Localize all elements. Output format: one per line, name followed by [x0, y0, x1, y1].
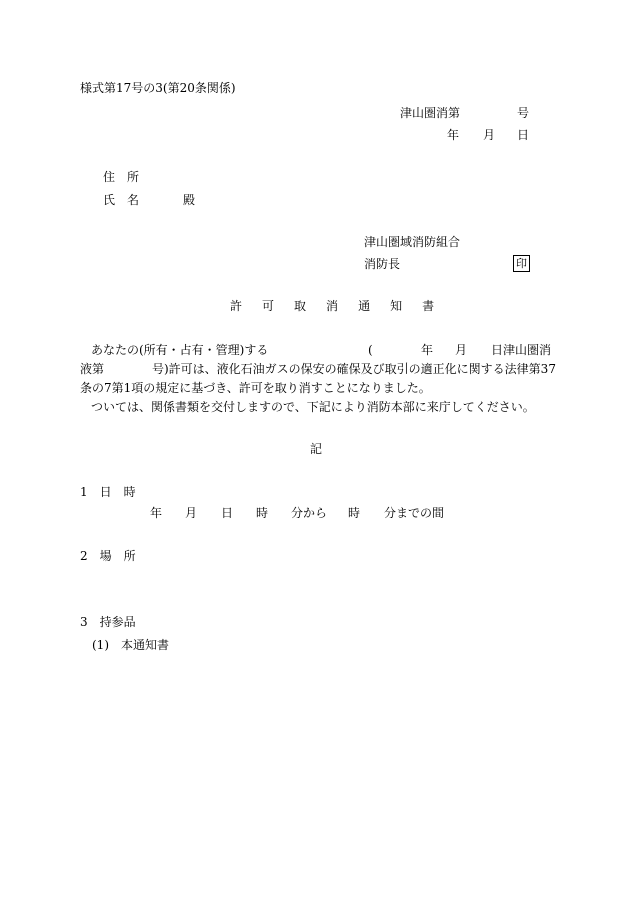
form-label: 様式第17号の3(第20条関係) [80, 81, 236, 95]
doc-number-suffix: 号 [517, 106, 530, 120]
ki-heading: 記 [310, 442, 323, 456]
title-char: 可 [262, 299, 275, 313]
item1-value-from: 分から [291, 506, 328, 520]
item1-value-hour: 時 [256, 506, 269, 520]
body-line1-year: 年 [421, 343, 434, 357]
body-line1-paren: ( [368, 343, 373, 357]
body-line4: ついては、関係書類を交付しますので、下記により消防本部に来庁してください。 [91, 400, 535, 414]
body-line1-day: 日津山圏消 [491, 343, 552, 357]
item1-value-year: 年 [150, 506, 163, 520]
title-char: 知 [390, 299, 403, 313]
issuer-org: 津山圏域消防組合 [364, 235, 461, 249]
date-year: 年 [447, 128, 460, 142]
seal-mark: 印 [513, 255, 530, 272]
item1-value-month: 月 [185, 506, 198, 520]
body-line2-text: 号)許可は、液化石油ガスの保安の確保及び取引の適正化に関する法律第37 [152, 362, 556, 376]
item3-sub: (1) 本通知書 [92, 638, 169, 652]
item3-label: 3 持参品 [80, 615, 136, 629]
doc-number-prefix: 津山圏消第 [400, 106, 461, 120]
body-line1-month: 月 [455, 343, 468, 357]
item1-label: 1 日 時 [80, 485, 136, 499]
body-line1-text: あなたの(所有・占有・管理)する [91, 343, 269, 357]
body-line3: 条の7第1項の規定に基づき、許可を取り消すことになりました。 [80, 381, 431, 395]
title-char: 通 [358, 299, 371, 313]
item1-value-hour2: 時 [348, 506, 361, 520]
date-month: 月 [483, 128, 496, 142]
item1-value-day: 日 [221, 506, 234, 520]
document-title [230, 299, 434, 313]
address-label: 住 所 [103, 170, 140, 184]
title-char: 消 [326, 299, 339, 313]
issuer-title: 消防長 [364, 257, 401, 271]
honorific: 殿 [183, 193, 196, 207]
item1-value-until: 分までの間 [384, 506, 445, 520]
title-char: 取 [294, 299, 307, 313]
name-label: 氏 名 [103, 193, 140, 207]
title-char: 許 [230, 299, 243, 313]
body-line2-start: 液第 [80, 362, 105, 376]
title-char: 書 [422, 299, 435, 313]
date-day: 日 [517, 128, 530, 142]
item2-label: 2 場 所 [80, 549, 136, 563]
